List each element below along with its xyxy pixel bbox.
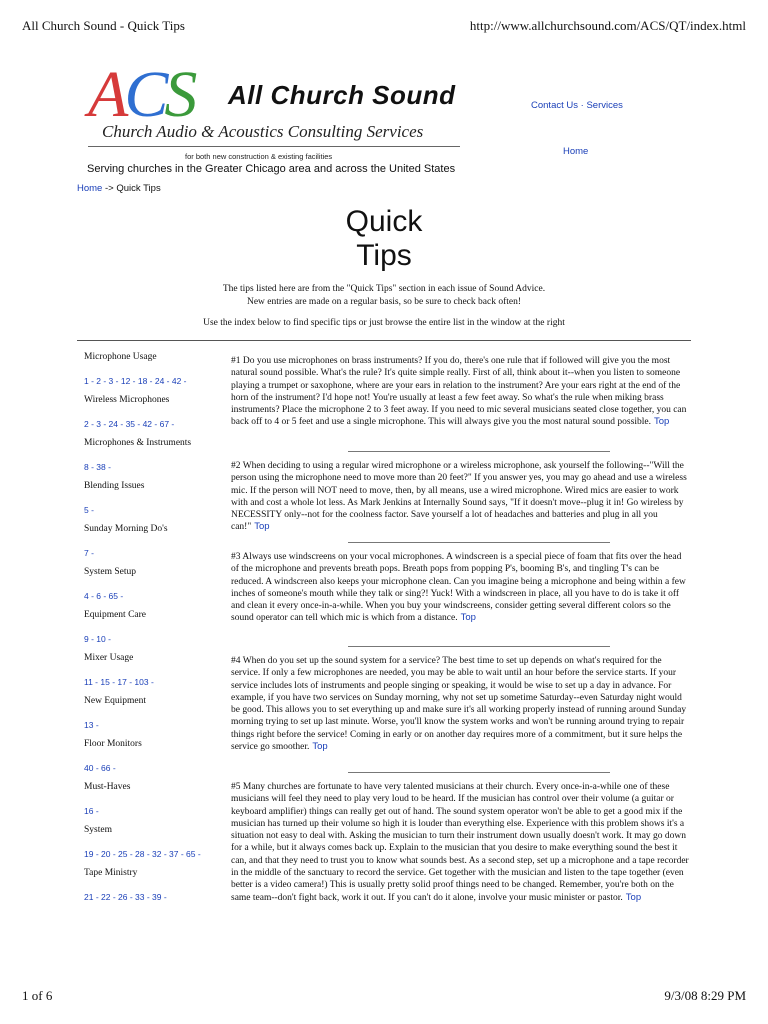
index-category-new-equipment: New Equipment [84,696,147,706]
index-category-system: System [84,825,112,835]
index-category-floor-monitors: Floor Monitors [84,739,142,749]
intro-line-2: New entries are made on a regular basis, so be sure to check back often! [246,297,522,307]
index-links-system-setup[interactable]: 4 - 6 - 65 - [84,591,124,601]
tip-item [231,551,691,625]
index-links-microphones-instruments[interactable]: 8 - 38 - [84,462,111,472]
breadcrumb-home-link[interactable]: Home [77,183,103,194]
index-category-equipment-care: Equipment Care [84,610,146,620]
index-links-new-equipment[interactable]: 13 - [84,720,99,730]
construction-note: for both new construction & existing facilities [185,152,333,161]
back-to-top-link[interactable]: Top [312,741,328,753]
logo-letter-s: S [164,58,194,131]
index-category-microphone-usage: Microphone Usage [84,352,157,362]
print-footer-datetime: 9/3/08 8:29 PM [664,988,746,1003]
page-title-line-2: Tips [356,239,412,272]
top-nav [531,100,623,111]
index-category-must-haves: Must-Haves [84,782,131,792]
intro-line-3: Use the index below to find specific tips or just browse the entire list in the window at the right [203,318,565,328]
tip-divider [348,646,610,647]
tip-text: #2 When deciding to using a regular wired microphone or a wireless microphone, ask yourself the following--"Will the person using the microphone need to move more than 20 feet?" If you answer yes, you may go ahead and use a wireless mic. If the person will NOT need to move, then, by all means, use a wired microphone. Wired mics are easier to work with and cost a whole lot less. As Mark Jenkins at Internally Sound says, "If it doesn't move--plug it in! Go wireless by NECESSITY only--not for the coolness factor. Save yourself a lot of headaches and batteries and plug in all you can!" [231,461,687,533]
index-category-tape-ministry: Tape Ministry [84,868,138,878]
index-category-microphones-instruments: Microphones & Instruments [84,438,192,448]
index-links-system[interactable]: 19 - 20 - 25 - 28 - 32 - 37 - 65 - [84,849,201,859]
tip-text: #3 Always use windscreens on your vocal microphones. A windscreen is a special piece of foam that fits over the head of the microphone and prevents breath pops. Breath pops from popping P's, booming B's, and tingling T's can be reduced. A windscreen also keeps your microphone clean. Can you imagine being a microphone and being within a few inches of someone's mouth while they talk or sing?! Yuck! With a windscreen in place, all you have to do is take it off and clean it every once-in-a-while. When you buy your windscreens, consider getting several different colors so the sound operator can tell which mic is which from a distance. [231,552,686,624]
index-links-tape-ministry[interactable]: 21 - 22 - 26 - 33 - 39 - [84,892,167,902]
service-area-note: Serving churches in the Greater Chicago area and across the United States [87,163,456,175]
breadcrumb-arrow: -> [102,183,117,194]
back-to-top-link[interactable]: Top [625,891,642,903]
tip-item [231,781,691,904]
logo-letter-a: A [88,58,125,131]
tip-text: #1 Do you use microphones on brass instruments? If you do, there's one rule that if followed will give you the most natural sound possible. What's the rule? It's quite simple really. First of all, think about it--when you listen to someone playing a trumpet or saxophone, where are your ears in relation to the instrument? Are your ears right at the end of the horn of the instrument? I'd hope not! You're usually at least a few feet away. So what's the rule when miking brass instruments? Place the microphone 2 to 3 feet away. If you need to mic several musicians seated close together, you can back off to 4 or 5 feet and use a single microphone. This will always give you the most natural sound possible. [231,356,687,428]
index-category-mixer-usage: Mixer Usage [84,653,134,663]
tip-divider [348,772,610,773]
back-to-top-link[interactable]: Top [460,612,476,624]
tip-item [231,655,691,753]
nav-home-link[interactable]: Home [563,146,589,157]
index-links-sunday-morning[interactable]: 7 - [84,548,94,558]
index-links-microphone-usage[interactable]: 1 - 2 - 3 - 12 - 18 - 24 - 42 - [84,376,187,386]
print-header-title: All Church Sound - Quick Tips [22,18,185,33]
logo-name: All Church Sound [228,80,456,110]
breadcrumb-current: Quick Tips [116,183,161,194]
page-title [0,205,768,273]
tip-item [231,355,691,429]
page-title-line-1: Quick [345,205,423,238]
back-to-top-link[interactable]: Top [254,521,270,533]
tip-divider [348,451,610,452]
logo-tagline: Church Audio & Acoustics Consulting Services [102,122,424,141]
index-links-wireless-microphones[interactable]: 2 - 3 - 24 - 35 - 42 - 67 - [84,419,175,429]
site-logo[interactable] [88,58,460,150]
index-category-system-setup: System Setup [84,567,136,577]
index-links-must-haves[interactable]: 16 - [84,806,99,816]
nav-services-link[interactable]: Services [586,100,623,111]
nav-contact-us-link[interactable]: Contact Us [531,100,578,111]
index-category-blending-issues: Blending Issues [84,481,145,491]
content-divider [77,340,691,341]
index-links-blending-issues[interactable]: 5 - [84,505,94,515]
nav-separator: · [580,100,584,111]
index-category-wireless-microphones: Wireless Microphones [84,395,170,405]
tip-divider [348,542,610,543]
index-links-floor-monitors[interactable]: 40 - 66 - [84,763,116,773]
intro-line-1: The tips listed here are from the "Quick Tips" section in each issue of Sound Advice. [222,284,546,294]
logo-letter-c: C [124,58,165,131]
index-links-mixer-usage[interactable]: 11 - 15 - 17 - 103 - [84,677,154,687]
print-footer-page: 1 of 6 [22,988,53,1003]
tip-item [231,460,691,534]
acs-logo-mark [88,58,194,131]
index-category-sunday-morning: Sunday Morning Do's [84,524,168,534]
intro-text [0,283,768,309]
breadcrumb [77,183,161,194]
index-links-equipment-care[interactable]: 9 - 10 - [84,634,111,644]
back-to-top-link[interactable]: Top [653,416,670,428]
tip-text: #4 When do you set up the sound system for a service? The best time to set up depends on what's required for the service. If only a few microphones are needed, you may be able to wait until an hour before the service starts. If your service includes lots of instruments and people singing or speaking, it would be wise to set up a day in advance. For example, if you have two services on Sunday morning, why not set up sometime Saturday--even Saturday night would be good. This allows you to set everything up and make sure it's all working properly instead of running around Sunday morning trying to set up last minute. Worse, you'll know the system works and won't be running around trying to repair things right before the service! Coming in early or on another day requires more of a commitment, but it sure helps the service go smoother. [231,656,687,753]
logo-divider [88,146,460,147]
print-header-url: http://www.allchurchsound.com/ACS/QT/index.html [469,18,746,33]
tip-text: #5 Many churches are fortunate to have very talented musicians at their church. Every once-in-a-while one of these musicians will feel they need to play very loud to be heard. If the musician has control over their volume (a guitar or keyboard amplifier) things can really get out of hand. The sound system operator won't be able to get a good mix if the musician has turned up their volume so high it is louder than everything else. Experience with this problem shows it's a situation not easy to deal with. Asking the musician to turn their instrument down usually doesn't work. It may go down for a while, but it always comes back up. Explain to the musician that you desire to make everything sound the best it can, and that they need to trust you to know what sounds best. As a second step, set up a microphone and a tape recorder in the middle of the sanctuary to record the service. Get together with the musician and listen to the tape together (even better is a video camera!) This is usually pretty solid proof things need to be changed. Remember, you're both on the same team--don't fight back, work it out. If you can't do it alone, involve your music minister or pastor. [231,782,689,903]
